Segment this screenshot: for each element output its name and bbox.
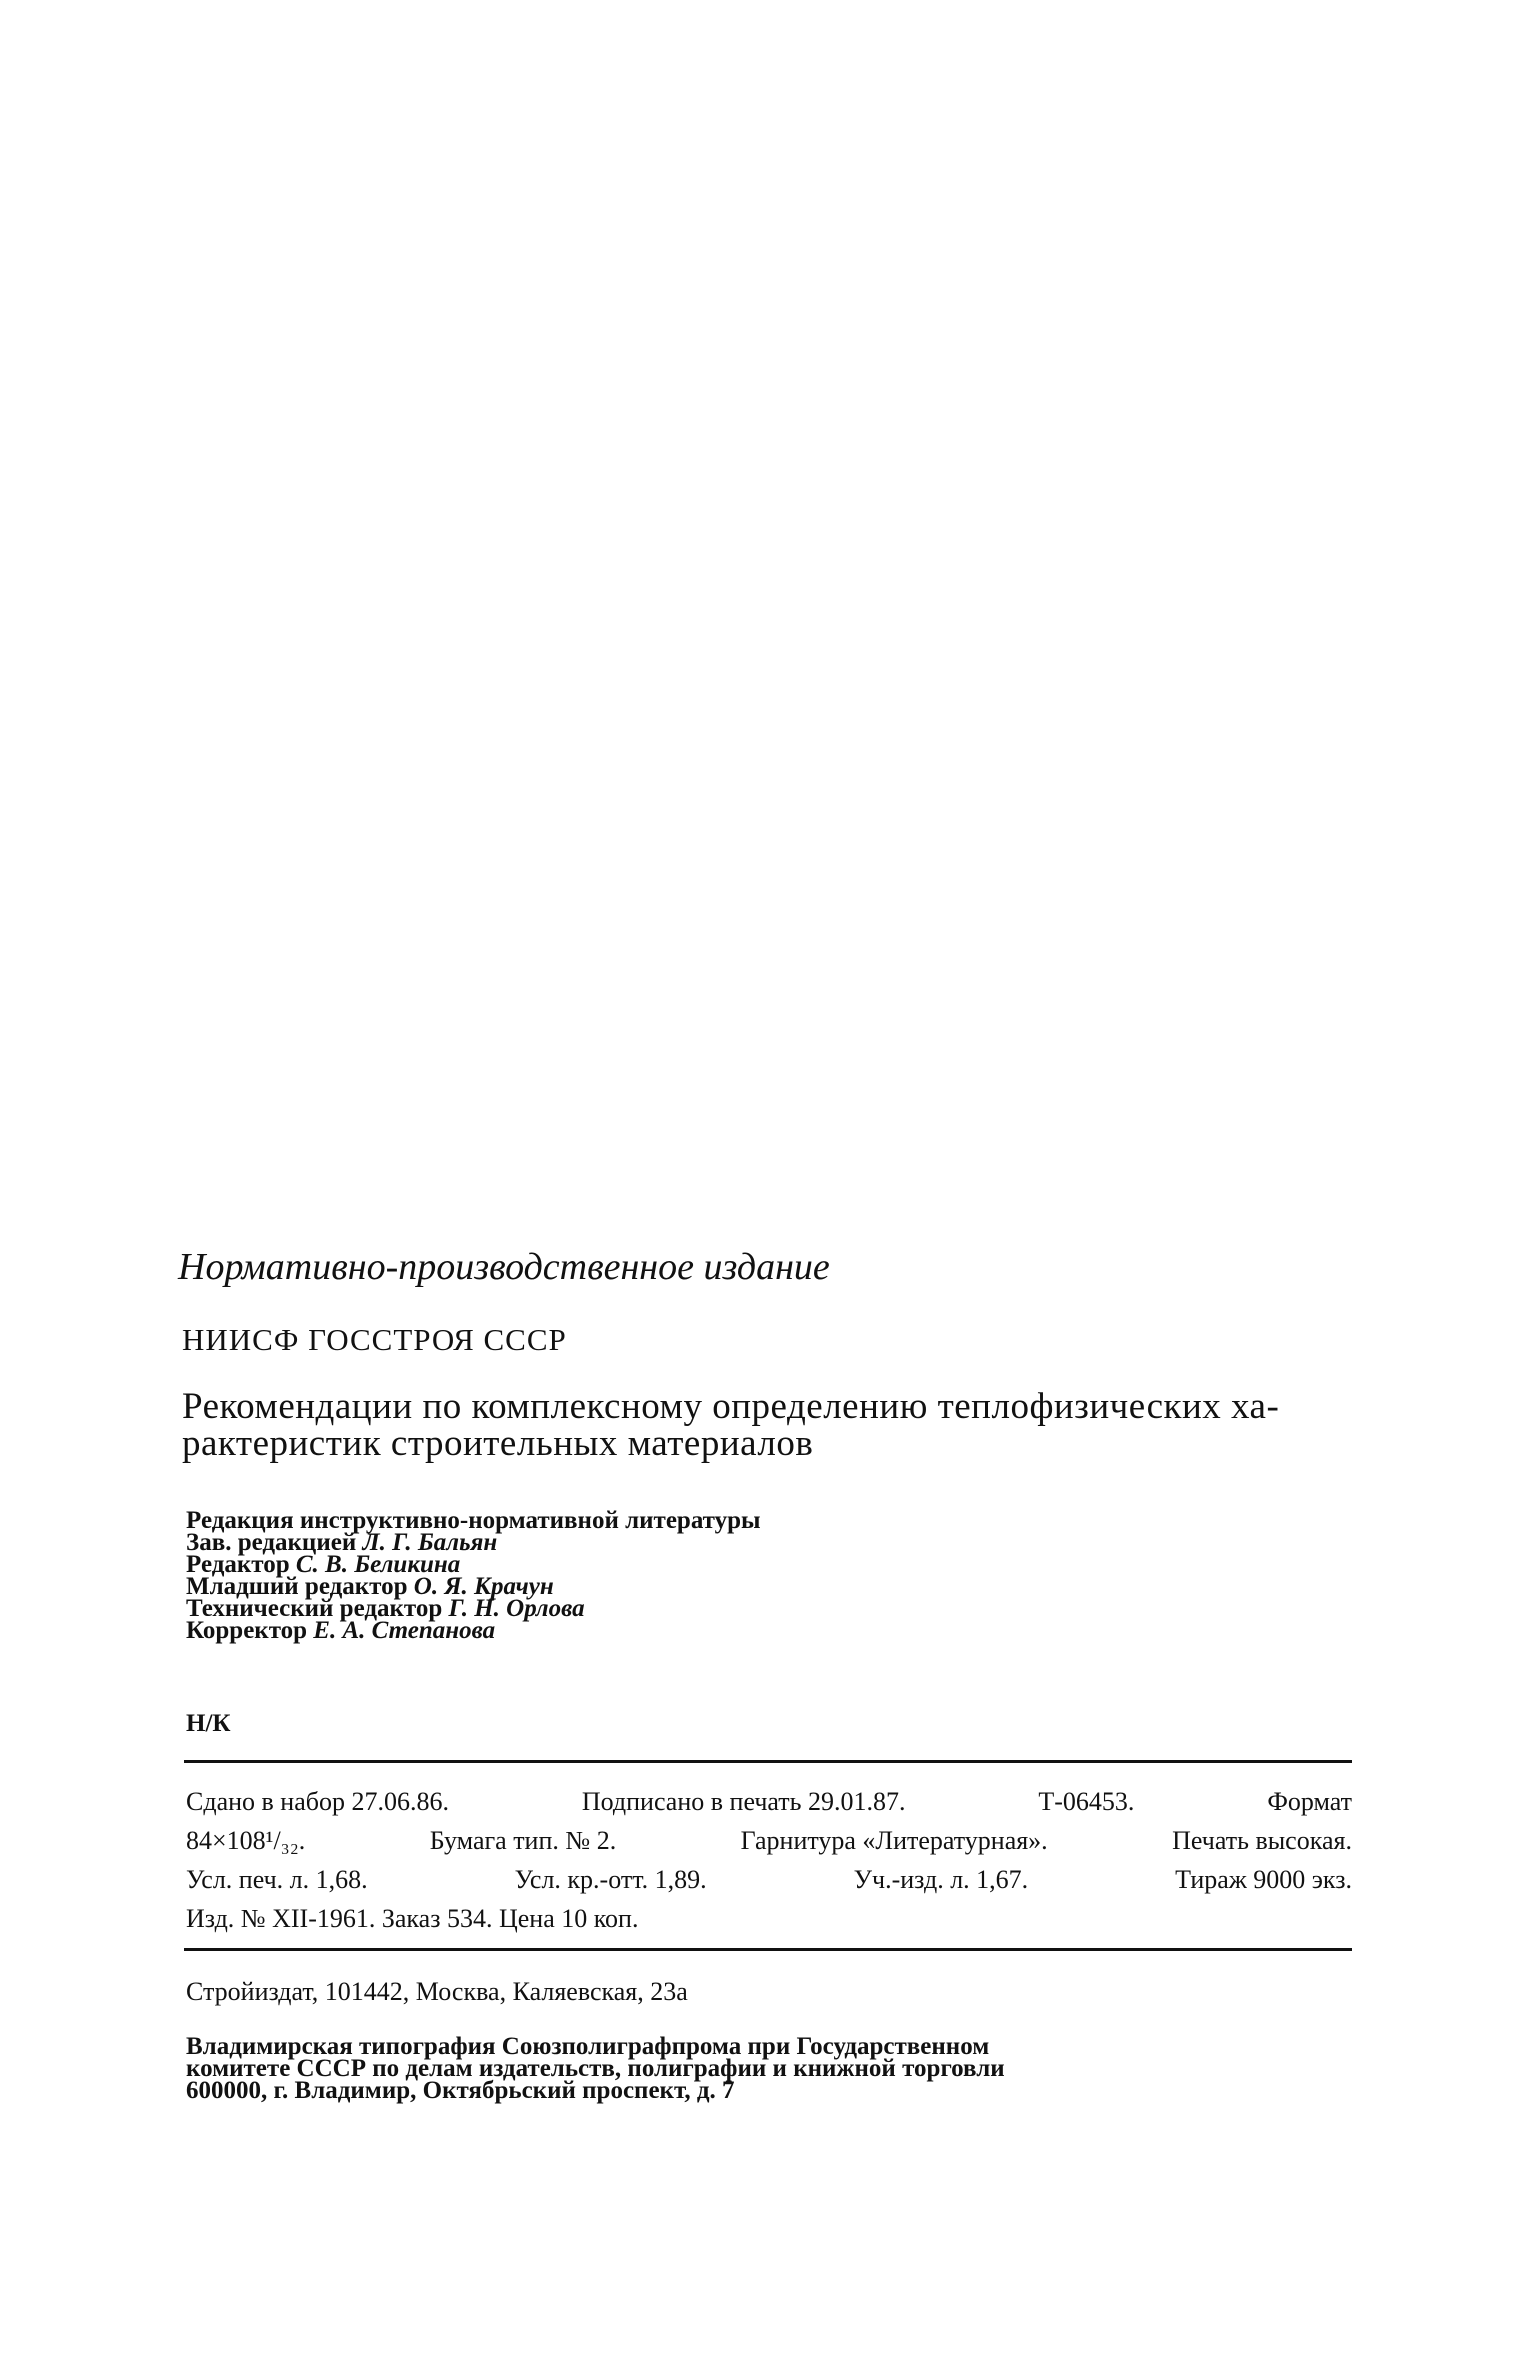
divider-top <box>184 1760 1352 1763</box>
imprint-format: 84×108¹/₃₂. <box>186 1826 306 1855</box>
editorial-tech-name: Г. Н. Орлова <box>448 1595 585 1622</box>
editorial-editor-name: С. В. Беликина <box>295 1551 461 1578</box>
document-title-line-1: Рекомендации по комплексному определению теплофизических ха- <box>182 1386 1280 1427</box>
imprint-paper: Бумага тип. № 2. <box>429 1826 617 1855</box>
editorial-head-label: Зав. редакцией <box>186 1529 357 1556</box>
editorial-junior-name: О. Я. Крачун <box>413 1573 554 1600</box>
imprint-print-method: Печать высокая. <box>1172 1826 1352 1855</box>
imprint-row-4: Изд. № XII-1961. Заказ 534. Цена 10 коп. <box>186 1904 639 1933</box>
imprint-row-1 <box>186 1782 1352 1821</box>
editorial-department: Редакция инструктивно-нормативной литературы <box>186 1507 761 1534</box>
imprint-color-prints: Усл. кр.-отт. 1,89. <box>514 1865 707 1894</box>
organization: НИИСФ ГОССТРОЯ СССР <box>182 1322 567 1357</box>
editorial-corrector-label: Корректор <box>186 1617 308 1644</box>
publisher-address: Стройиздат, 101442, Москва, Каляевская, 23а <box>186 1977 688 2006</box>
imprint-row-2 <box>186 1821 1352 1860</box>
imprint-typeface: Гарнитура «Литературная». <box>740 1826 1048 1855</box>
editorial-junior-label: Младший редактор <box>186 1573 408 1600</box>
imprint-block <box>186 1782 1352 1938</box>
editorial-corrector <box>186 1617 761 1644</box>
printer-info <box>186 2033 1005 2104</box>
imprint-typeset-date: Сдано в набор 27.06.86. <box>186 1787 449 1816</box>
imprint-signed-date: Подписано в печать 29.01.87. <box>581 1787 906 1816</box>
edition-type: Нормативно-производственное издание <box>178 1246 830 1288</box>
printer-line-1: Владимирская типография Союзполиграфпрома при Государственном <box>186 2033 990 2060</box>
editorial-credits <box>186 1507 761 1644</box>
imprint-row-3 <box>186 1860 1352 1899</box>
imprint-format-label: Формат <box>1267 1787 1352 1816</box>
printer-line-3: 600000, г. Владимир, Октябрьский проспект, д. 7 <box>186 2077 735 2104</box>
imprint-publisher-sheets: Уч.-изд. л. 1,67. <box>853 1865 1029 1894</box>
mark-nk: Н/К <box>186 1710 231 1737</box>
printer-line-2: комитете СССР по делам издательств, полиграфии и книжной торговли <box>186 2055 1005 2082</box>
document-title-line-2: рактеристик строительных материалов <box>182 1423 814 1464</box>
editorial-tech-label: Технический редактор <box>186 1595 443 1622</box>
divider-bottom <box>184 1948 1352 1951</box>
editorial-editor-label: Редактор <box>186 1551 290 1578</box>
editorial-corrector-name: Е. А. Степанова <box>313 1617 496 1644</box>
imprint-code: Т-06453. <box>1038 1787 1135 1816</box>
imprint-print-sheets: Усл. печ. л. 1,68. <box>186 1865 368 1894</box>
editorial-head-name: Л. Г. Бальян <box>362 1529 498 1556</box>
imprint-circulation: Тираж 9000 экз. <box>1175 1865 1352 1894</box>
